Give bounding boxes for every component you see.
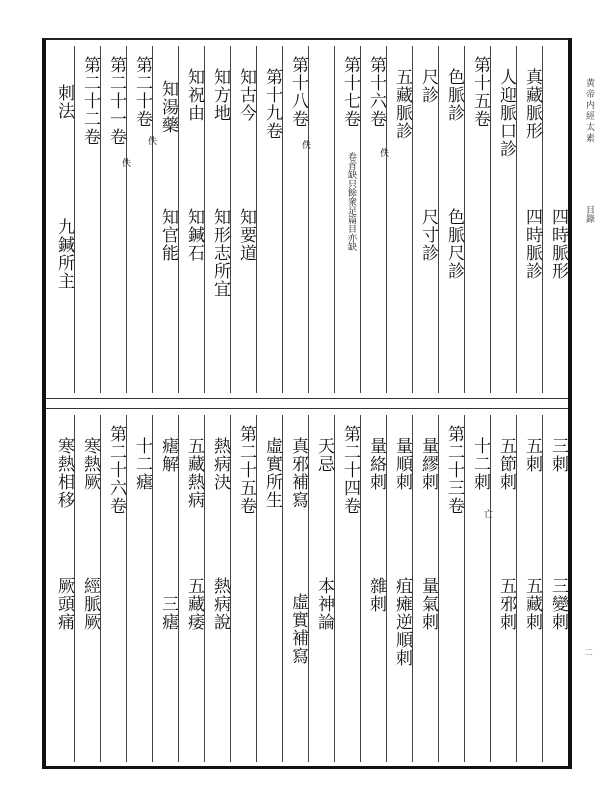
volume-heading-column (442, 409, 466, 766)
volume-heading-column (130, 40, 154, 397)
toc-entry: 五邪刺 (496, 577, 516, 631)
toc-column (156, 409, 180, 766)
volume-heading: 第十九卷 (262, 68, 282, 140)
volume-heading: 第二十一卷 (106, 56, 126, 146)
toc-entry: 虛實所生 (262, 437, 282, 509)
toc-entry: 疽瘫逆順刺 (392, 577, 412, 667)
lost-note: 佚 (378, 148, 388, 157)
book-title: 黄帝内經太素 (584, 78, 594, 144)
toc-entry: 尺寸診 (418, 208, 438, 262)
toc-entry: 十二刺 (470, 437, 490, 491)
toc-entry: 五藏刺 (522, 577, 542, 631)
toc-entry: 知方地 (210, 68, 230, 122)
toc-entry: 尺診 (418, 68, 438, 104)
lost-note: 亡 (482, 509, 492, 518)
toc-column (78, 409, 102, 766)
toc-entry: 虛實補寫 (288, 593, 308, 665)
volume-heading-column (78, 40, 102, 397)
toc-entry: 人迎脈口診 (496, 68, 516, 158)
toc-column (156, 40, 180, 397)
toc-column (494, 409, 518, 766)
toc-entry: 雜刺 (366, 577, 386, 613)
editorial-note: 卷首缺只餘衆足篇目亦缺 (346, 152, 356, 251)
toc-entry: 知形志所宜 (210, 208, 230, 298)
toc-column (390, 409, 414, 766)
toc-entry: 五藏熱病 (184, 437, 204, 509)
toc-column (390, 40, 414, 397)
toc-entry: 知祝由 (184, 68, 204, 122)
volume-heading: 第十八卷 (288, 56, 308, 128)
toc-entry: 十二瘧 (132, 437, 152, 491)
toc-entry: 五刺 (522, 437, 542, 473)
toc-entry: 真邪補寫 (288, 437, 308, 509)
toc-entry: 四時脈診 (522, 208, 542, 280)
volume-heading-column (234, 409, 258, 766)
volume-heading-column (468, 40, 492, 397)
toc-column (260, 409, 284, 766)
empty-column (312, 40, 336, 397)
bottom-register (46, 409, 568, 766)
toc-column (364, 409, 388, 766)
toc-column (182, 40, 206, 397)
volume-heading: 第十七卷 (340, 56, 360, 128)
toc-entry: 三變刺 (548, 577, 568, 631)
toc-entry: 寒熱相移 (54, 437, 74, 509)
toc-column (234, 40, 258, 397)
volume-heading-column (260, 40, 284, 397)
toc-column (208, 40, 232, 397)
toc-column (52, 40, 76, 397)
toc-entry: 經脈厥 (80, 577, 100, 631)
toc-entry: 熱病說 (210, 577, 230, 631)
volume-heading: 第二十五卷 (236, 425, 256, 515)
toc-entry: 寒熱厥 (80, 437, 100, 491)
section-label: 目錄 (584, 205, 594, 223)
volume-heading-column (104, 409, 128, 766)
toc-entry: 瘧解 (158, 437, 178, 473)
toc-entry: 色脈尺診 (444, 208, 464, 280)
volume-heading-column (286, 40, 310, 397)
toc-column (442, 40, 466, 397)
middle-rule-upper (46, 398, 568, 399)
toc-column (546, 40, 570, 397)
toc-entry: 色脈診 (444, 68, 464, 122)
toc-entry: 知鍼石 (184, 208, 204, 262)
volume-heading: 第十五卷 (470, 56, 490, 128)
toc-entry: 量順刺 (392, 437, 412, 491)
toc-column (416, 40, 440, 397)
toc-entry: 五節刺 (496, 437, 516, 491)
toc-column (494, 40, 518, 397)
lost-note: 佚 (300, 140, 310, 149)
toc-column (286, 409, 310, 766)
toc-column (416, 409, 440, 766)
volume-heading: 第二十卷 (132, 56, 152, 128)
toc-entry: 九鍼所主 (54, 218, 74, 290)
page-number: 二 (584, 648, 593, 656)
lost-note: 佚 (146, 136, 156, 145)
toc-column (182, 409, 206, 766)
toc-entry: 量氣刺 (418, 577, 438, 631)
volume-heading-column (338, 409, 362, 766)
volume-heading-column (104, 40, 128, 397)
toc-column (130, 409, 154, 766)
toc-column (52, 409, 76, 766)
toc-column (520, 40, 544, 397)
toc-entry: 厥頭痛 (54, 577, 74, 631)
toc-entry: 知湯藥 (158, 80, 178, 134)
lost-note: 佚 (120, 158, 130, 167)
toc-entry: 真藏脈形 (522, 68, 542, 140)
toc-column (520, 409, 544, 766)
volume-heading-column (364, 40, 388, 397)
toc-entry: 量繆刺 (418, 437, 438, 491)
toc-entry: 知古今 (236, 68, 256, 122)
toc-entry: 量絡刺 (366, 437, 386, 491)
toc-entry: 五藏脈診 (392, 68, 412, 140)
toc-entry: 知要道 (236, 208, 256, 262)
volume-heading: 第十六卷 (366, 56, 386, 128)
toc-entry: 知官能 (158, 208, 178, 262)
volume-heading: 第二十六卷 (106, 425, 126, 515)
volume-heading: 第二十四卷 (340, 425, 360, 515)
toc-column (312, 409, 336, 766)
toc-entry: 三刺 (548, 437, 568, 473)
toc-column (546, 409, 570, 766)
toc-entry: 熱病決 (210, 437, 230, 491)
volume-heading-column (338, 40, 362, 397)
toc-entry: 四時脈形 (548, 208, 568, 280)
toc-column (468, 409, 492, 766)
toc-entry: 天忌 (314, 437, 334, 473)
volume-heading: 第二十三卷 (444, 425, 464, 515)
toc-entry: 刺法 (54, 84, 74, 120)
top-register (46, 40, 568, 397)
toc-entry: 本神論 (314, 577, 334, 631)
toc-column (208, 409, 232, 766)
volume-heading: 第二十二卷 (80, 56, 100, 146)
toc-entry: 三瘧 (158, 595, 178, 631)
toc-entry: 五藏痿 (184, 577, 204, 631)
